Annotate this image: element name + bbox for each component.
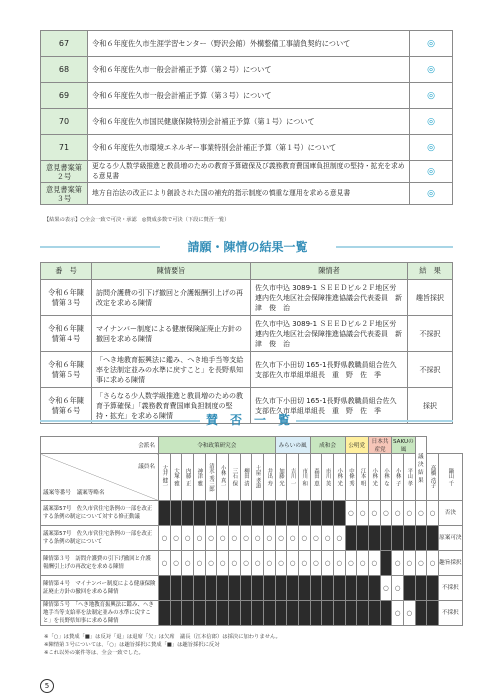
vote-against-mark — [182, 601, 194, 626]
vote-against-mark — [240, 576, 252, 601]
votes-rule-right — [296, 420, 453, 422]
result-legend-note: 【結果の表示】○全会一致で可決・承認 ◎賛成多数で可決（下段に賛否一覧） — [44, 217, 230, 223]
member-header-cell — [41, 454, 159, 501]
vote-row — [41, 576, 463, 601]
petition-summary: マイナンバー制度による健康保険証廃止方針の撤回を求める陳情 — [92, 316, 251, 352]
vote-against-mark — [228, 576, 240, 601]
bill-number: 71 — [41, 135, 88, 161]
vote-for-mark: ○ — [298, 526, 310, 551]
bill-row — [41, 31, 453, 57]
member-name: 高橋 浩子 — [427, 454, 439, 501]
page-number: 5 — [40, 679, 54, 693]
vote-against-mark — [357, 576, 369, 601]
bill-number: 68 — [41, 57, 88, 83]
bill-title: 令和６年度佐久市一般会計補正予算（第２号）について — [88, 57, 410, 83]
bill-title: 令和６年度佐久市国民健康保険特別会計補正予算（第１号）について — [88, 109, 410, 135]
result-header: 議決結果 — [415, 437, 427, 501]
vote-against-mark — [205, 501, 217, 526]
vote-for-mark: ○ — [170, 551, 182, 576]
petition-number: 令和６年陳情第３号 — [41, 280, 92, 316]
vote-item-label: 陳情第４号 マイナンバー制度による健康保険証廃止方針の撤回を求める陳情 — [41, 576, 159, 601]
vote-for-mark: ○ — [368, 501, 380, 526]
vote-for-mark: ○ — [392, 551, 404, 576]
vote-against-mark — [275, 501, 287, 526]
vote-against-mark — [217, 601, 229, 626]
vote-against-mark — [345, 576, 357, 601]
member-name: 江本 明 — [357, 454, 369, 501]
vote-result: 原案可決 — [438, 526, 462, 551]
vote-row — [41, 601, 463, 626]
vote-result: 不採択 — [438, 576, 462, 601]
bill-result-mark: ◎ — [410, 57, 453, 83]
petitions-header: 結 果 — [408, 263, 453, 280]
member-name: 吉川 一 — [287, 454, 299, 501]
member-name: 加藤 光 — [275, 454, 287, 501]
votes-rule-left — [40, 420, 200, 422]
vote-for-mark: ○ — [170, 526, 182, 551]
bill-title: 令和６年度佐久市生涯学習センター（野沢会館）外構整備工事請負契約について — [88, 31, 410, 57]
petitions-header: 番 号 — [41, 263, 92, 280]
vote-for-mark: ○ — [263, 551, 275, 576]
footnote: ※「○」は賛成「■」は反対「退」は退席「欠」は欠席 議長（江本信郎）は採決に加わりません。 — [44, 634, 281, 640]
vote-against-mark — [263, 601, 275, 626]
vote-for-mark: ○ — [240, 551, 252, 576]
bill-results-table — [40, 30, 453, 205]
vote-against-mark — [380, 551, 392, 576]
vote-for-mark: ○ — [228, 526, 240, 551]
petitioner: 佐久市下小田切 165-1長野県教職員組合佐久支部佐久市単組単組長 重 野 佐 季 — [251, 388, 408, 424]
vote-against-mark — [205, 576, 217, 601]
faction-name: 日本共産党 — [368, 437, 391, 454]
vote-item-label: 陳情第３号 訪問介護費の引下げ撤回と介護報酬引上げの再改定を求める陳情 — [41, 551, 159, 576]
member-name: 市川 和 — [298, 454, 310, 501]
vote-against-mark — [415, 526, 427, 551]
vote-against-mark — [159, 501, 171, 526]
votes-table — [40, 436, 463, 626]
member-name: 小林 真一 — [217, 454, 229, 501]
vote-against-mark — [263, 576, 275, 601]
petitions-header: 陳情要旨 — [92, 263, 251, 280]
vote-against-mark — [310, 601, 322, 626]
vote-against-mark — [170, 501, 182, 526]
vote-against-mark — [368, 576, 380, 601]
vote-against-mark — [368, 526, 380, 551]
vote-against-mark — [322, 576, 334, 601]
vote-against-mark — [310, 501, 322, 526]
vote-against-mark — [298, 576, 310, 601]
votes-heading: 賛 否 一 覧 — [205, 413, 290, 427]
vote-row — [41, 501, 463, 526]
faction-row — [41, 437, 463, 454]
vote-for-mark: ○ — [217, 526, 229, 551]
opinion-title: 地方自治法の改正により創設された国の補充的指示制度の慎重な運用を求める意見書 — [88, 183, 410, 205]
vote-against-mark — [427, 526, 439, 551]
member-name: 内藤 正 — [182, 454, 194, 501]
vote-row — [41, 526, 463, 551]
vote-against-mark — [217, 576, 229, 601]
opinion-number: 意見書案第３号 — [41, 183, 88, 205]
vote-for-mark: ○ — [392, 601, 404, 626]
member-name: 小林 な — [380, 454, 392, 501]
bill-title: 令和６年度佐久市環境エネルギー事業特別会計補正予算（第１号）について — [88, 135, 410, 161]
petition-result: 採択 — [408, 388, 453, 424]
petition-result: 不採択 — [408, 316, 453, 352]
bill-number: 67 — [41, 31, 88, 57]
faction-name: みらいの風 — [275, 437, 310, 454]
member-name: 鍋山 千 — [438, 454, 462, 501]
vote-for-mark: ○ — [159, 526, 171, 551]
opinion-title: 更なる少人数学級推進と教員増のための教育予算確保及び義務教育費国庫負担制度の堅持・拡充を求める意見書 — [88, 161, 410, 183]
vote-for-mark: ○ — [275, 551, 287, 576]
bill-result-mark: ◎ — [410, 135, 453, 161]
footnote: ※これ以外の案件等は、全会一致でした。 — [44, 650, 144, 656]
vote-for-mark: ○ — [357, 551, 369, 576]
faction-name: SAKUの風 — [392, 437, 415, 454]
item-label: 議案等番号 議案等略名 — [43, 490, 105, 496]
vote-against-mark — [275, 576, 287, 601]
vote-result: 否決 — [438, 501, 462, 526]
bill-number: 70 — [41, 109, 88, 135]
vote-result: 不採択 — [438, 601, 462, 626]
bill-result-mark: ◎ — [410, 83, 453, 109]
vote-for-mark: ○ — [380, 576, 392, 601]
vote-for-mark: ○ — [287, 526, 299, 551]
vote-row — [41, 551, 463, 576]
heading-rule-right — [336, 246, 453, 248]
vote-against-mark — [333, 576, 345, 601]
vote-against-mark — [287, 501, 299, 526]
vote-against-mark — [333, 501, 345, 526]
vote-for-mark: ○ — [193, 526, 205, 551]
member-name: 市川 英 — [322, 454, 334, 501]
petition-row — [41, 280, 453, 316]
bill-number: 69 — [41, 83, 88, 109]
vote-for-mark: ○ — [263, 526, 275, 551]
vote-item-label: 議案第57号 佐久市営住宅条例の一部を改正する条例の制定について対する修正動議 — [41, 501, 159, 526]
vote-for-mark: ○ — [403, 601, 415, 626]
petition-result: 不採択 — [408, 352, 453, 388]
vote-for-mark: ○ — [228, 551, 240, 576]
petition-number: 令和６年陳情第４号 — [41, 316, 92, 352]
vote-for-mark: ○ — [205, 526, 217, 551]
vote-against-mark — [298, 501, 310, 526]
member-name: 神津 雅 — [193, 454, 205, 501]
member-name: 中條 秀 — [345, 454, 357, 501]
vote-for-mark: ○ — [380, 501, 392, 526]
vote-for-mark: ○ — [333, 526, 345, 551]
vote-against-mark — [217, 501, 229, 526]
vote-against-mark — [380, 601, 392, 626]
heading-rule-left — [40, 246, 160, 248]
vote-against-mark — [275, 601, 287, 626]
vote-for-mark: ○ — [310, 526, 322, 551]
vote-for-mark: ○ — [368, 551, 380, 576]
vote-against-mark — [193, 576, 205, 601]
member-name: 柳田 清 — [240, 454, 252, 501]
vote-against-mark — [345, 601, 357, 626]
vote-for-mark: ○ — [403, 551, 415, 576]
petitions-heading: 請願・陳情の結果一覧 — [187, 240, 308, 254]
vote-for-mark: ○ — [252, 551, 264, 576]
bill-row — [41, 83, 453, 109]
vote-against-mark — [205, 601, 217, 626]
opinion-result-mark: ◎ — [410, 183, 453, 205]
member-name: 大井 健一 — [159, 454, 171, 501]
vote-against-mark — [345, 526, 357, 551]
vote-against-mark — [193, 501, 205, 526]
vote-against-mark — [287, 601, 299, 626]
member-name: 平山 孝 — [403, 454, 415, 501]
bill-row — [41, 57, 453, 83]
vote-for-mark: ○ — [357, 501, 369, 526]
vote-against-mark — [193, 601, 205, 626]
vote-against-mark — [182, 501, 194, 526]
vote-for-mark: ○ — [427, 501, 439, 526]
faction-name: 公明党 — [345, 437, 368, 454]
vote-for-mark: ○ — [287, 551, 299, 576]
petition-number: 令和６年陳情第５号 — [41, 352, 92, 388]
petition-row — [41, 352, 453, 388]
vote-against-mark — [403, 526, 415, 551]
petitioner: 佐久市下小田切 165-1長野県教職員組合佐久支部佐久市単組単組長 重 野 佐 季 — [251, 352, 408, 388]
vote-for-mark: ○ — [322, 551, 334, 576]
vote-for-mark: ○ — [182, 551, 194, 576]
bill-result-mark: ◎ — [410, 31, 453, 57]
vote-for-mark: ○ — [322, 526, 334, 551]
footnote: ※陳情第３号については、「○」は趣旨採択に賛成「■」は趣旨採択に反対 — [44, 642, 220, 648]
vote-against-mark — [357, 601, 369, 626]
vote-against-mark — [427, 601, 439, 626]
vote-for-mark: ○ — [217, 551, 229, 576]
vote-for-mark: ○ — [159, 551, 171, 576]
member-name: 小林 光 — [333, 454, 345, 501]
petition-row — [41, 316, 453, 352]
faction-name: 令和政策研究会 — [159, 437, 276, 454]
petition-result: 趣旨採択 — [408, 280, 453, 316]
vote-for-mark: ○ — [392, 576, 404, 601]
vote-for-mark: ○ — [310, 551, 322, 576]
opinion-row — [41, 183, 453, 205]
vote-against-mark — [333, 601, 345, 626]
member-name: 小林 子 — [392, 454, 404, 501]
bill-row — [41, 109, 453, 135]
vote-against-mark — [252, 501, 264, 526]
opinion-row — [41, 161, 453, 183]
vote-for-mark: ○ — [415, 551, 427, 576]
vote-for-mark: ○ — [298, 551, 310, 576]
faction-label: 会派名 — [41, 437, 159, 454]
vote-against-mark — [228, 601, 240, 626]
vote-against-mark — [287, 576, 299, 601]
vote-against-mark — [322, 601, 334, 626]
vote-for-mark: ○ — [345, 501, 357, 526]
vote-against-mark — [415, 576, 427, 601]
vote-against-mark — [368, 601, 380, 626]
vote-for-mark: ○ — [252, 526, 264, 551]
vote-against-mark — [310, 576, 322, 601]
vote-for-mark: ○ — [182, 526, 194, 551]
member-name: 三石 保 — [228, 454, 240, 501]
vote-for-mark: ○ — [205, 551, 217, 576]
member-name: 小林 光 — [368, 454, 380, 501]
member-name: 森田 恵 — [310, 454, 322, 501]
vote-against-mark — [357, 526, 369, 551]
petitioner: 佐久市中込 3089-1 ＳＥＥＤビル２Ｆ地区労連内佐久地区社会保障推進協議会代表委員 新 津 俊 治 — [251, 316, 408, 352]
member-name: 大塚 雅 — [170, 454, 182, 501]
vote-against-mark — [380, 526, 392, 551]
vote-against-mark — [427, 576, 439, 601]
vote-against-mark — [392, 526, 404, 551]
vote-against-mark — [252, 576, 264, 601]
vote-against-mark — [298, 601, 310, 626]
opinion-number: 意見書案第２号 — [41, 161, 88, 183]
vote-for-mark: ○ — [415, 501, 427, 526]
vote-for-mark: ○ — [392, 501, 404, 526]
member-name: 清水 秀三郎 — [205, 454, 217, 501]
faction-name: 成和会 — [310, 437, 345, 454]
vote-for-mark: ○ — [403, 501, 415, 526]
petitioner: 佐久市中込 3089-1 ＳＥＥＤビル２Ｆ地区労連内佐久地区社会保障推進協議会代表委員 新 津 俊 治 — [251, 280, 408, 316]
vote-against-mark — [182, 576, 194, 601]
petition-summary: 訪問介護費の引下げ撤回と介護報酬引上げの再改定を求める陳情 — [92, 280, 251, 316]
vote-against-mark — [263, 501, 275, 526]
bill-result-mark: ◎ — [410, 109, 453, 135]
vote-for-mark: ○ — [275, 526, 287, 551]
opinion-result-mark: ◎ — [410, 161, 453, 183]
vote-against-mark — [322, 501, 334, 526]
member-row — [41, 454, 463, 501]
vote-against-mark — [170, 601, 182, 626]
vote-for-mark: ○ — [193, 551, 205, 576]
vote-against-mark — [240, 501, 252, 526]
vote-for-mark: ○ — [427, 551, 439, 576]
vote-against-mark — [159, 576, 171, 601]
petition-summary: 「さらなる少人数学級推進と教員増のための教育予算確保」「義務教育費国庫負担制度の堅持・拡充」を求める陳情 — [92, 388, 251, 424]
petition-number: 令和６年陳情第６号 — [41, 388, 92, 424]
vote-against-mark — [159, 601, 171, 626]
vote-against-mark — [415, 601, 427, 626]
petitions-table — [40, 262, 453, 424]
petitions-header: 陳情者 — [251, 263, 408, 280]
member-name: 土屋 孝道 — [252, 454, 264, 501]
vote-item-label: 議案第57号 佐久市営住宅条例の一部を改正する条例の制定について — [41, 526, 159, 551]
vote-result: 趣旨採択 — [438, 551, 462, 576]
bill-row — [41, 135, 453, 161]
vote-for-mark: ○ — [240, 526, 252, 551]
vote-against-mark — [403, 576, 415, 601]
vote-against-mark — [170, 576, 182, 601]
vote-against-mark — [252, 601, 264, 626]
vote-for-mark: ○ — [345, 551, 357, 576]
member-label: 議員名 — [138, 464, 155, 470]
vote-item-label: 陳情第５号 「へき地教育振興法に鑑み、へき地手当等支給率を法制定並みの水準に戻すこと」を長野県知事に求める陳情 — [41, 601, 159, 626]
vote-for-mark: ○ — [333, 551, 345, 576]
petition-summary: 「へき地教育振興法に鑑み、へき地手当等支給率を法制定並みの水準に戻すこと」を長野県知事に求める陳情 — [92, 352, 251, 388]
vote-against-mark — [240, 601, 252, 626]
vote-against-mark — [228, 501, 240, 526]
member-name: 井出 寿 — [263, 454, 275, 501]
bill-title: 令和６年度佐久市一般会計補正予算（第３号）について — [88, 83, 410, 109]
